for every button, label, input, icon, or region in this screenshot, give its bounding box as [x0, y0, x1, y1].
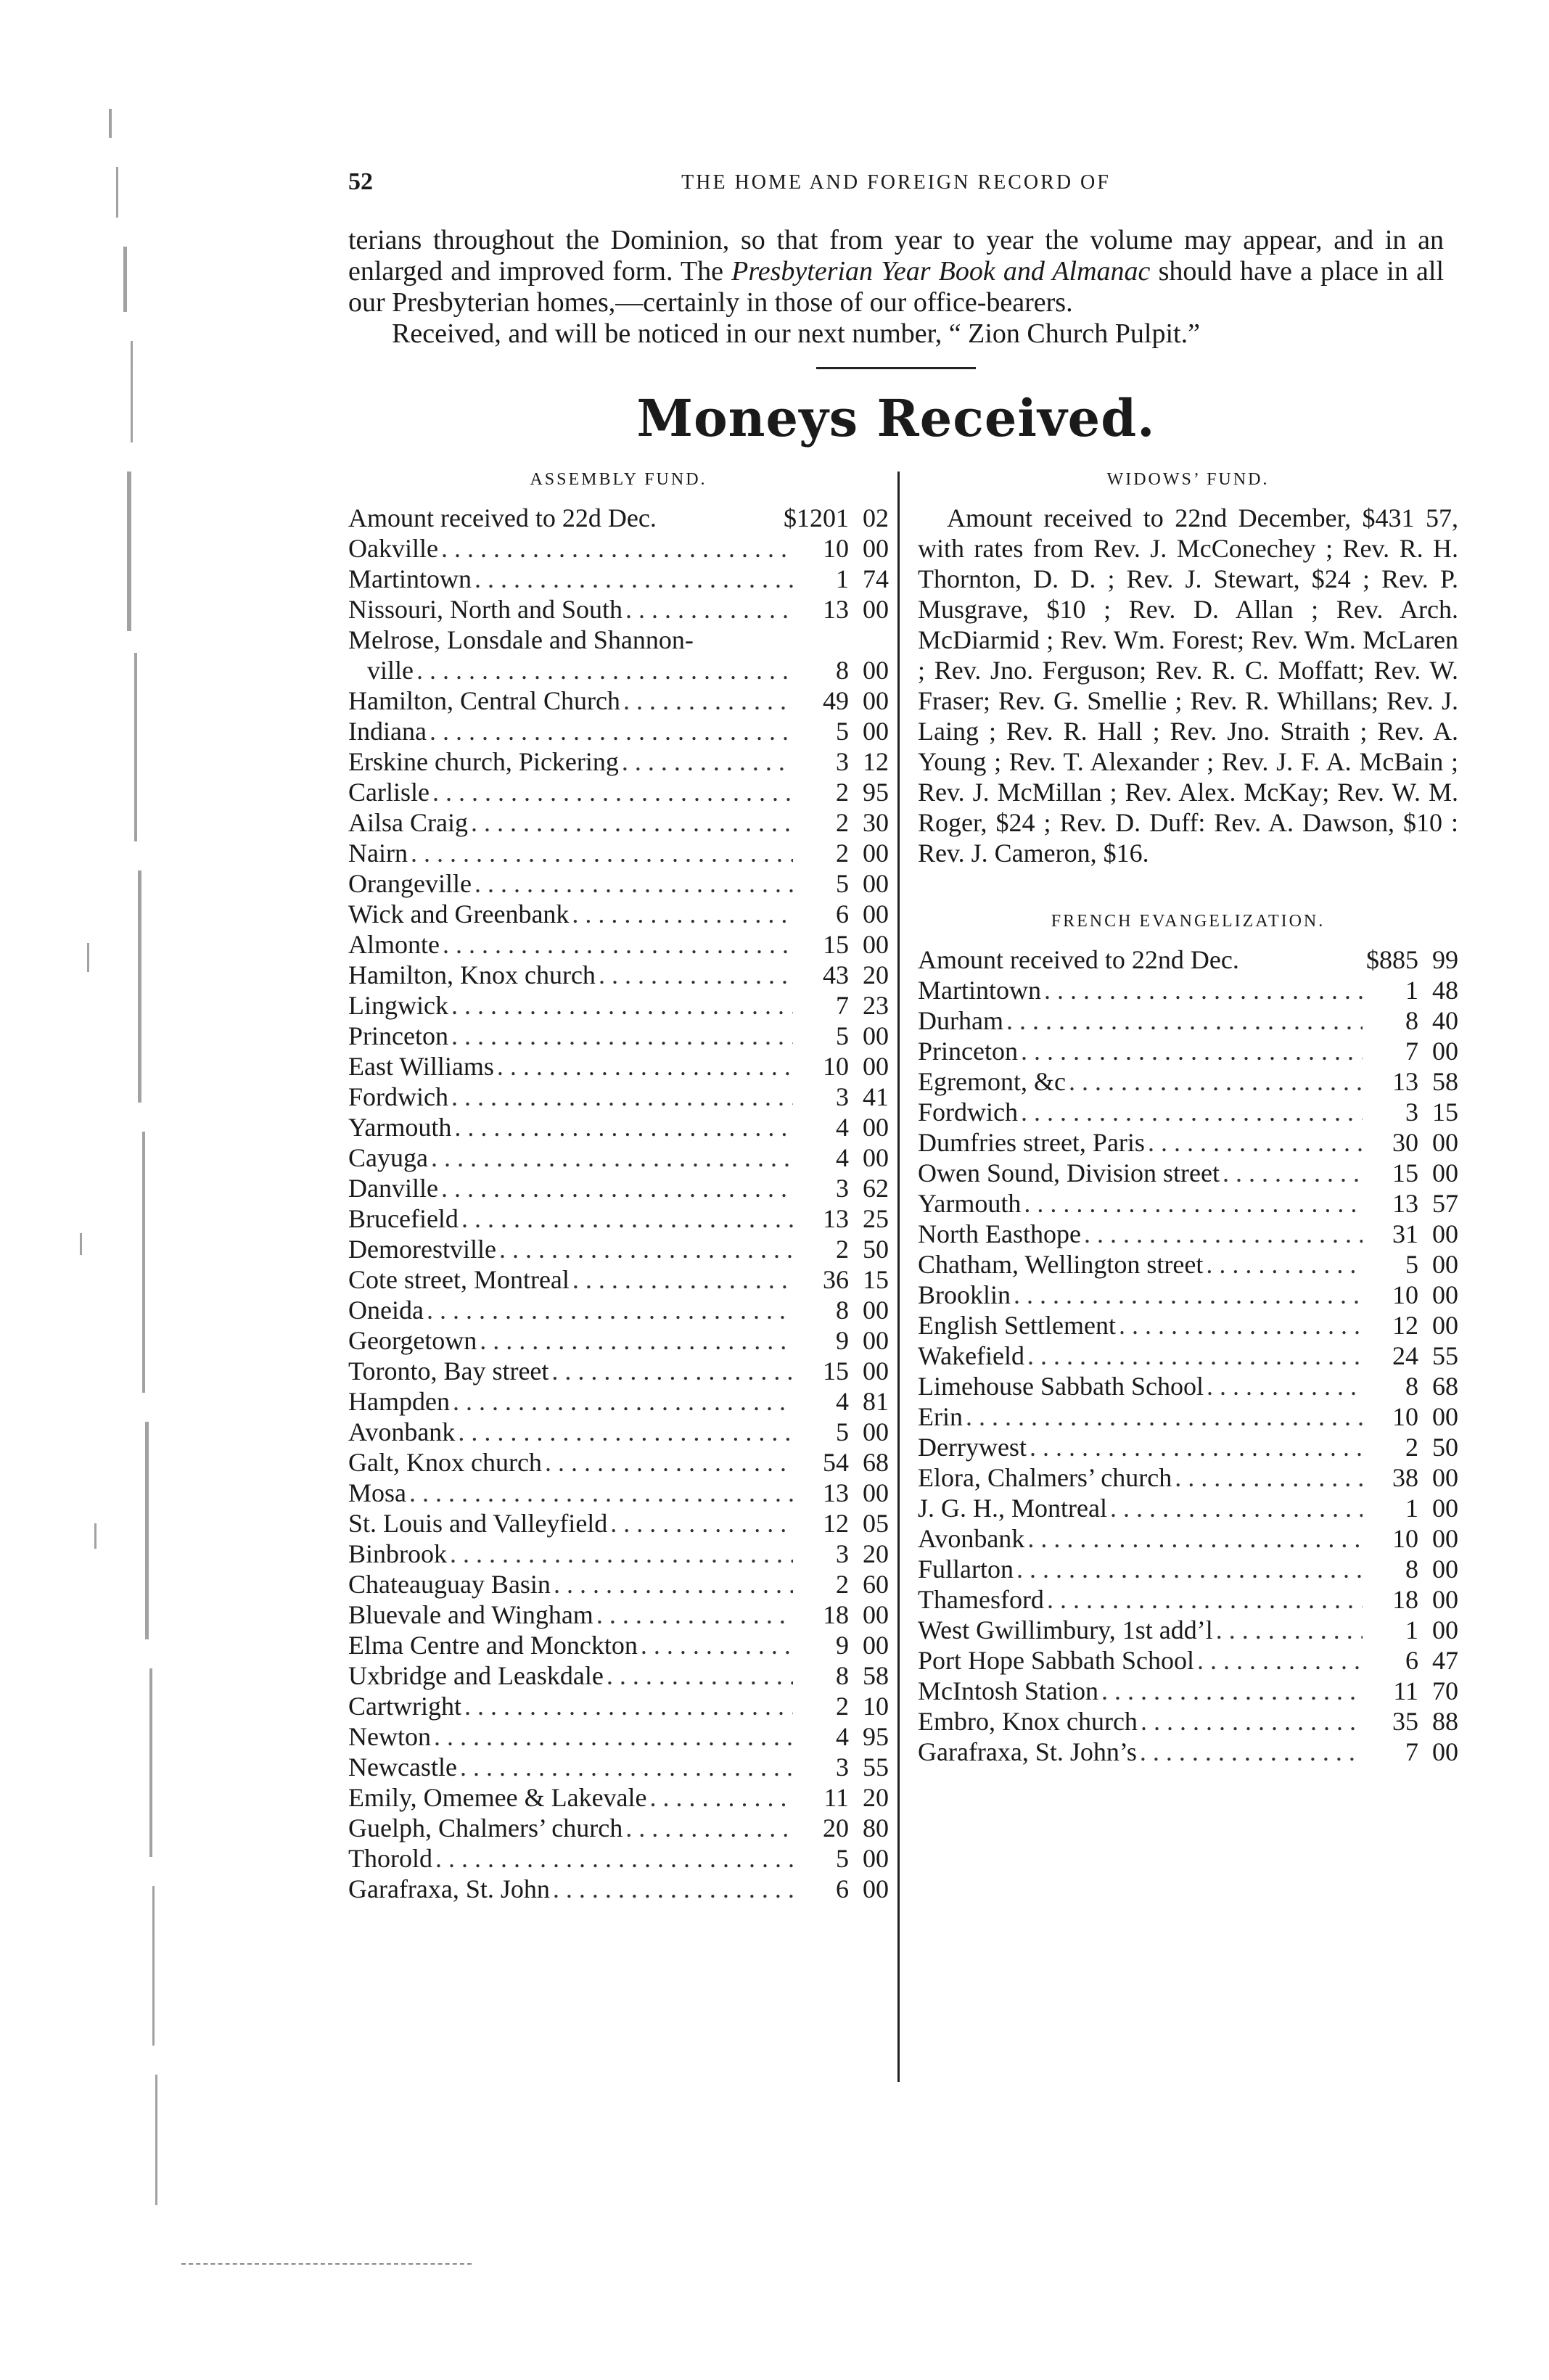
list-item: Danville . . . 3 62: [348, 1173, 889, 1203]
list-item: Emily, Omemee & Lakevale . . . 11 20: [348, 1782, 889, 1813]
section-title: Moneys Received.: [636, 388, 1156, 448]
list-item: Princeton . . . 7 00: [918, 1036, 1458, 1066]
fund-columns: [348, 466, 1458, 1904]
list-item: Newcastle . . . 3 55: [348, 1752, 889, 1782]
list-item: Fordwich . . . 3 15: [918, 1097, 1458, 1127]
list-item: Dumfries street, Paris . . . 30 00: [918, 1127, 1458, 1158]
intro-paragraph-2: Received, and will be noticed in our next number, “ Zion Church Pulpit.”: [392, 318, 1200, 349]
list-item: Port Hope Sabbath School . . . 6 47: [918, 1645, 1458, 1676]
list-item: Egremont, &c . . . 13 58: [918, 1066, 1458, 1097]
list-item: Bluevale and Wingham . . . 18 00: [348, 1599, 889, 1630]
assembly-fund-list-a: [348, 533, 889, 625]
french-evangelization-total: Amount received to 22nd Dec. $885 99: [918, 945, 1458, 974]
list-item: Newton . . . 4 95: [348, 1721, 889, 1752]
list-item: Nairn . . . 2 00: [348, 838, 889, 868]
list-item: Chateauguay Basin . . . 2 60: [348, 1569, 889, 1599]
list-item: Orangeville . . . 5 00: [348, 868, 889, 899]
intro-paragraph-1: terians throughout the Dominion, so that from year to year the volume may appear, and in an enlarged and improved form. The Presbyterian Year Book and Almanac should have a place in all our Presbyterian homes,—certainly in those of our office-bearers.: [348, 225, 1445, 318]
list-item: Lingwick . . . 7 23: [348, 990, 889, 1021]
list-item: Demorestville . . . 2 50: [348, 1234, 889, 1264]
list-item: Erskine church, Pickering . . . 3 12: [348, 746, 889, 777]
french-evangelization-list: [918, 975, 1458, 1767]
list-item: Fordwich . . . 3 41: [348, 1082, 889, 1112]
running-title: THE HOME AND FOREIGN RECORD OF: [681, 171, 1111, 194]
french-evangelization-heading: FRENCH EVANGELIZATION.: [1051, 912, 1326, 931]
intro-text: [348, 225, 1444, 350]
list-item: Ailsa Craig . . . 2 30: [348, 807, 889, 838]
list-item: Brucefield . . . 13 25: [348, 1203, 889, 1234]
section-rule: [816, 367, 976, 369]
page-number: 52: [348, 168, 373, 195]
book-title: Presbyterian Year Book and Almanac: [731, 256, 1151, 287]
list-item: Chatham, Wellington street . . . 5 00: [918, 1249, 1458, 1280]
running-head: [348, 168, 1444, 205]
list-item: Toronto, Bay street . . . 15 00: [348, 1356, 889, 1386]
widows-fund-heading: WIDOWS’ FUND.: [1106, 470, 1270, 489]
list-item: Derrywest . . . 2 50: [918, 1432, 1458, 1462]
list-item: Martintown . . . 1 74: [348, 564, 889, 594]
list-item: Binbrook . . . 3 20: [348, 1539, 889, 1569]
list-item: Hampden . . . 4 81: [348, 1386, 889, 1417]
column-divider: [897, 472, 900, 2082]
list-item: Yarmouth . . . 4 00: [348, 1112, 889, 1142]
list-item: Durham . . . 8 40: [918, 1005, 1458, 1036]
list-item: East Williams . . . 10 00: [348, 1051, 889, 1082]
list-item: Hamilton, Central Church . . . 49 00: [348, 685, 889, 716]
list-item: North Easthope . . . 31 00: [918, 1219, 1458, 1249]
list-item: McIntosh Station . . . 11 70: [918, 1676, 1458, 1706]
scan-bottom-mark: [181, 2263, 472, 2265]
assembly-fund-list-b: [348, 685, 889, 1904]
list-item: Mosa . . . 13 00: [348, 1478, 889, 1508]
list-item: Martintown . . . 1 48: [918, 975, 1458, 1005]
list-item: Carlisle . . . 2 95: [348, 777, 889, 807]
list-item: Thamesford . . . 18 00: [918, 1584, 1458, 1615]
page-content: [348, 168, 1458, 1904]
list-item: Thorold . . . 5 00: [348, 1843, 889, 1874]
list-item: English Settlement . . . 12 00: [918, 1310, 1458, 1341]
widows-fund-text: Amount received to 22nd December, $431 57, with rates from Rev. J. McConechey ; Rev. R. H. Thornton, D. D. ; Rev. J. Stewart, $24 ; Rev. P. Musgrave, $10 ; Rev. D. Allan ; Rev. Arch. McDiarmid ; Rev. Wm. Forest; Rev. Wm. McLaren ; Rev. Jno. Ferguson; Rev. R. C. Moffatt; Rev. W. Fraser; Rev. G. Smellie ; Rev. R. Whillans; Rev. J. Laing ; Rev. R. Hall ; Rev. Jno. Straith ; Rev. A. Young ; Rev. T. Alexander ; Rev. J. F. A. McBain ; Rev. J. McMillan ; Rev. Alex. McKay; Rev. W. M. Roger, $24 ; Rev. D. Duff: Rev. A. Dawson, $10 : Rev. J. Cameron, $16.: [918, 503, 1458, 868]
list-item: Wakefield . . . 24 55: [918, 1341, 1458, 1371]
list-item: Oneida . . . 8 00: [348, 1295, 889, 1325]
list-item: Wick and Greenbank . . . 6 00: [348, 899, 889, 929]
assembly-fund-total: Amount received to 22d Dec. $1201 02: [348, 503, 889, 532]
list-item: West Gwillimbury, 1st add’l . . . 1 00: [918, 1615, 1458, 1645]
list-item: Yarmouth . . . 13 57: [918, 1188, 1458, 1219]
right-column: [902, 466, 1458, 1904]
list-item: Limehouse Sabbath School . . . 8 68: [918, 1371, 1458, 1401]
list-item: Cayuga . . . 4 00: [348, 1142, 889, 1173]
list-item: Embro, Knox church . . . 35 88: [918, 1706, 1458, 1737]
list-item: St. Louis and Valleyfield . . . 12 05: [348, 1508, 889, 1539]
list-item: Garafraxa, St. John’s . . . 7 00: [918, 1737, 1458, 1767]
list-item: Georgetown . . . 9 00: [348, 1325, 889, 1356]
list-item: J. G. H., Montreal . . . 1 00: [918, 1493, 1458, 1523]
list-item: Elora, Chalmers’ church . . . 38 00: [918, 1462, 1458, 1493]
list-item: Hamilton, Knox church . . . 43 20: [348, 960, 889, 990]
list-item: Fullarton . . . 8 00: [918, 1554, 1458, 1584]
list-item: Brooklin . . . 10 00: [918, 1280, 1458, 1310]
list-item: Melrose, Lonsdale and Shannon- ville . . . 8 00: [348, 625, 889, 685]
scan-edge-speckle: [0, 0, 218, 2380]
list-item: Princeton . . . 5 00: [348, 1021, 889, 1051]
list-item: Erin . . . 10 00: [918, 1401, 1458, 1432]
list-item: Guelph, Chalmers’ church . . . 20 80: [348, 1813, 889, 1843]
list-item: Owen Sound, Division street . . . 15 00: [918, 1158, 1458, 1188]
list-item: Galt, Knox church . . . 54 68: [348, 1447, 889, 1478]
list-item: Avonbank . . . 10 00: [918, 1523, 1458, 1554]
list-item: Cote street, Montreal . . . 36 15: [348, 1264, 889, 1295]
assembly-fund-column: [348, 466, 902, 1904]
list-item: Garafraxa, St. John . . . 6 00: [348, 1874, 889, 1904]
list-item: Uxbridge and Leaskdale . . . 8 58: [348, 1660, 889, 1691]
list-item: Indiana . . . 5 00: [348, 716, 889, 746]
assembly-fund-heading: ASSEMBLY FUND.: [530, 470, 707, 489]
list-item: Elma Centre and Monckton . . . 9 00: [348, 1630, 889, 1660]
list-item: Avonbank . . . 5 00: [348, 1417, 889, 1447]
list-item: Oakville . . . 10 00: [348, 533, 889, 564]
list-item: Cartwright . . . 2 10: [348, 1691, 889, 1721]
list-item: Almonte . . . 15 00: [348, 929, 889, 960]
list-item: Nissouri, North and South . . . 13 00: [348, 594, 889, 625]
